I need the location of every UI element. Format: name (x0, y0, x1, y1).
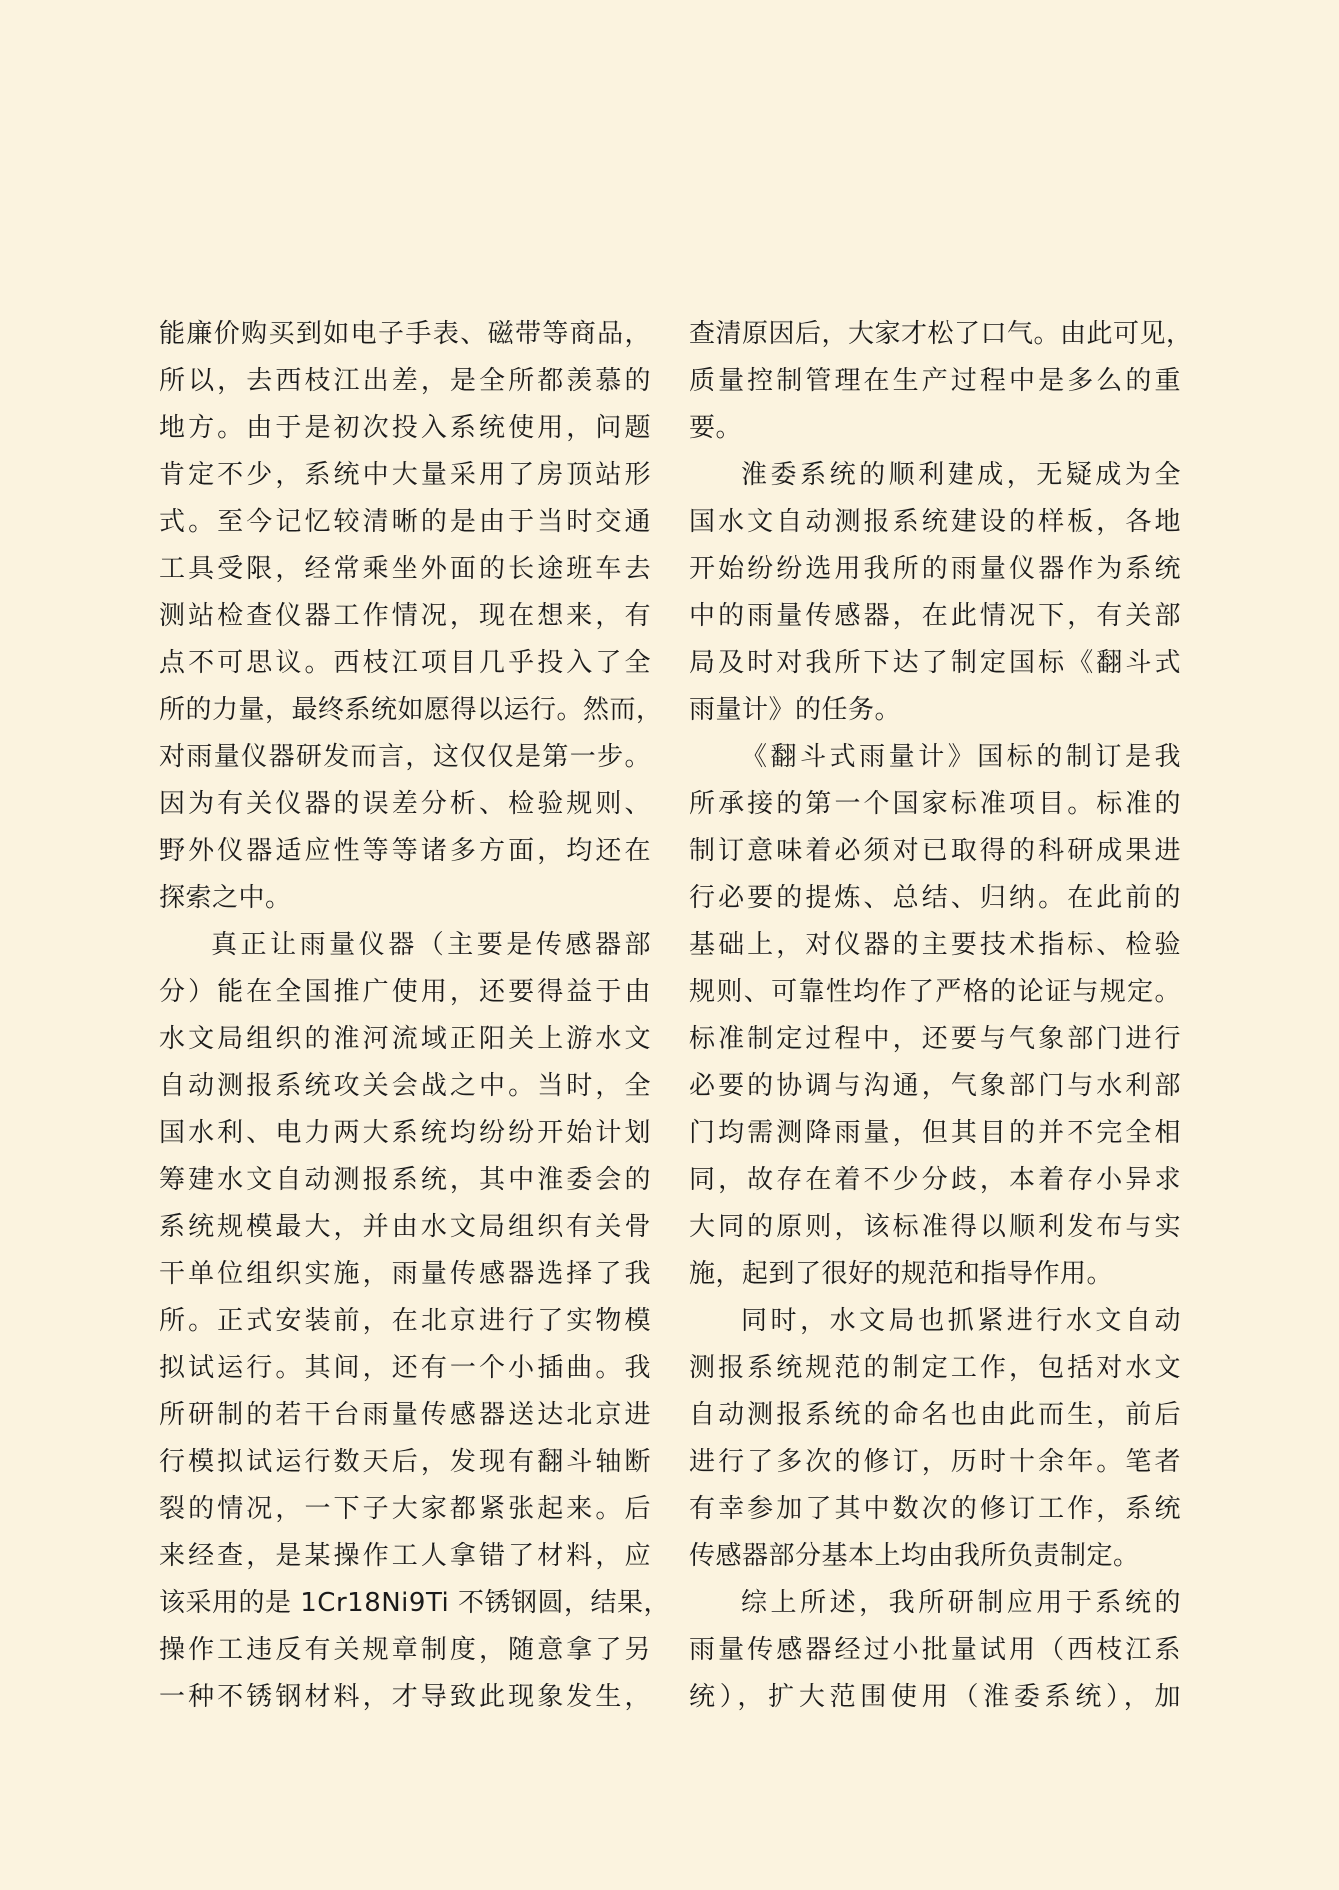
text-line: 施，起到了很好的规范和指导作用。 (689, 1259, 1114, 1289)
text-line: 测站检查仪器工作情况，现在想来，有 (159, 601, 651, 631)
text-line: 来经查，是某操作工人拿错了材料，应 (159, 1541, 651, 1571)
text-line: 进行了多次的修订，历时十余年。笔者 (689, 1447, 1181, 1477)
text-line: 肯定不少，系统中大量采用了房顶站形 (159, 460, 651, 490)
text-line: 一种不锈钢材料，才导致此现象发生， (159, 1682, 651, 1712)
text-line: 有幸参加了其中数次的修订工作，系统 (689, 1494, 1181, 1524)
text-line: 测报系统规范的制定工作，包括对水文 (689, 1353, 1181, 1383)
text-line: 规则、可靠性均作了严格的论证与规定。 (689, 977, 1181, 1007)
text-line: 地方。由于是初次投入系统使用，问题 (159, 413, 651, 443)
text-line: 拟试运行。其间，还有一个小插曲。我 (159, 1353, 651, 1383)
text-line: 查清原因后，大家才松了口气。由此可见， (689, 319, 1193, 349)
text-line: 国水文自动测报系统建设的样板，各地 (689, 507, 1181, 537)
text-line: 对雨量仪器研发而言，这仅仅是第一步。 (159, 742, 651, 772)
text-line: 点不可思议。西枝江项目几乎投入了全 (159, 648, 651, 678)
text-line: 基础上，对仪器的主要技术指标、检验 (689, 930, 1181, 960)
text-line: 能廉价购买到如电子手表、磁带等商品， (159, 319, 651, 349)
text-line: 传感器部分基本上均由我所负责制定。 (689, 1541, 1140, 1571)
text-line: 综上所述，我所研制应用于系统的 (741, 1588, 1181, 1618)
text-line: 《翻斗式雨量计》国标的制订是我 (741, 742, 1181, 772)
text-line: 中的雨量传感器，在此情况下，有关部 (689, 601, 1181, 631)
text-line: 雨量计》的任务。 (689, 695, 902, 725)
text-line: 该采用的是 1Cr18Ni9Ti 不锈钢圆，结果， (159, 1588, 671, 1618)
text-line: 因为有关仪器的误差分析、检验规则、 (159, 789, 651, 819)
text-line: 必要的协调与沟通，气象部门与水利部 (689, 1071, 1181, 1101)
text-line: 行模拟试运行数天后，发现有翻斗轴断 (159, 1447, 651, 1477)
text-line: 探索之中。 (159, 883, 292, 913)
text-line: 所以，去西枝江出差，是全所都羡慕的 (159, 366, 651, 396)
text-line: 质量控制管理在生产过程中是多么的重 (689, 366, 1181, 396)
text-line: 同，故存在着不少分歧，本着存小异求 (689, 1165, 1181, 1195)
text-line: 门均需测降雨量，但其目的并不完全相 (689, 1118, 1181, 1148)
text-line: 局及时对我所下达了制定国标《翻斗式 (689, 648, 1181, 678)
text-line: 筹建水文自动测报系统，其中淮委会的 (159, 1165, 651, 1195)
right-text-column (689, 311, 1193, 1721)
left-text-column (159, 311, 671, 1721)
text-line: 同时，水文局也抓紧进行水文自动 (741, 1306, 1181, 1336)
text-line: 水文局组织的淮河流域正阳关上游水文 (159, 1024, 651, 1054)
text-line: 式。至今记忆较清晰的是由于当时交通 (159, 507, 651, 537)
text-line: 大同的原则，该标准得以顺利发布与实 (689, 1212, 1181, 1242)
text-line: 干单位组织实施，雨量传感器选择了我 (159, 1259, 651, 1289)
text-line: 开始纷纷选用我所的雨量仪器作为系统 (689, 554, 1181, 584)
text-line: 真正让雨量仪器（主要是传感器部 (211, 930, 651, 960)
text-line: 国水利、电力两大系统均纷纷开始计划 (159, 1118, 651, 1148)
text-line: 自动测报系统的命名也由此而生，前后 (689, 1400, 1181, 1430)
text-line: 所研制的若干台雨量传感器送达北京进 (159, 1400, 651, 1430)
text-line: 分）能在全国推广使用，还要得益于由 (159, 977, 651, 1007)
text-line: 所。正式安装前，在北京进行了实物模 (159, 1306, 651, 1336)
text-line: 工具受限，经常乘坐外面的长途班车去 (159, 554, 651, 584)
text-line: 要。 (689, 413, 743, 443)
text-line: 行必要的提炼、总结、归纳。在此前的 (689, 883, 1181, 913)
text-line: 制订意味着必须对已取得的科研成果进 (689, 836, 1181, 866)
text-line: 野外仪器适应性等等诸多方面，均还在 (159, 836, 651, 866)
text-line: 雨量传感器经过小批量试用（西枝江系 (689, 1635, 1181, 1665)
text-line: 统），扩大范围使用（淮委系统），加 (689, 1682, 1181, 1712)
text-line: 裂的情况，一下子大家都紧张起来。后 (159, 1494, 651, 1524)
text-line: 标准制定过程中，还要与气象部门进行 (689, 1024, 1181, 1054)
text-line: 淮委系统的顺利建成，无疑成为全 (741, 460, 1181, 490)
text-line: 自动测报系统攻关会战之中。当时，全 (159, 1071, 651, 1101)
text-line: 操作工违反有关规章制度，随意拿了另 (159, 1635, 651, 1665)
text-line: 系统规模最大，并由水文局组织有关骨 (159, 1212, 651, 1242)
text-line: 所承接的第一个国家标准项目。标准的 (689, 789, 1181, 819)
text-line: 所的力量，最终系统如愿得以运行。然而， (159, 695, 663, 725)
